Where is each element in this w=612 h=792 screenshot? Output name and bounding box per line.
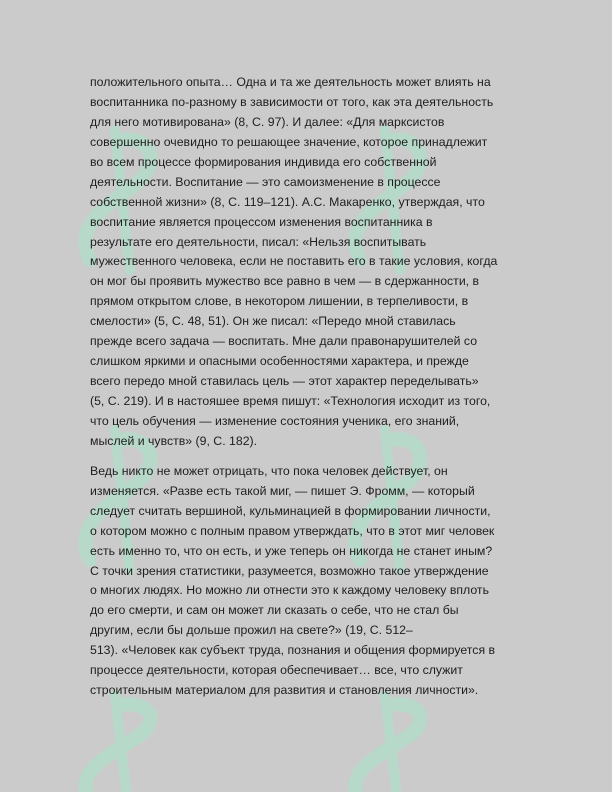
text-line: процессе деятельности, которая обеспечивает… все, что служит	[90, 663, 463, 678]
text-line: результате его деятельности, писал: «Нельзя воспитывать	[90, 234, 427, 249]
paragraph-1	[90, 73, 530, 452]
text-line: совершенно очевидно то решающее значение, которое принадлежит	[90, 134, 488, 149]
text-line: о котором можно с полным правом утверждать, что в этот миг человек	[90, 523, 495, 538]
text-line: слишком яркими и опасными особенностями характера, и прежде	[90, 354, 469, 369]
text-line: до его смерти, и сам он может ли сказать о себе, что не стал бы	[90, 603, 459, 618]
text-line: воспитанника по-разному в зависимости от того, как эта деятельность	[90, 94, 494, 109]
text-line: о многих людях. Но можно ли отнести это к каждому человеку вплоть	[90, 583, 489, 598]
text-line: деятельности. Воспитание — это самоизменение в процессе	[90, 174, 441, 189]
text-line: следует считать вершиной, кульминацией в формировании личности,	[90, 503, 491, 518]
text-line: что цель обучения — изменение состояния ученика, его знаний,	[90, 413, 460, 428]
text-line: он мог бы проявить мужество все равно в чем — в сдержанности, в	[90, 274, 480, 289]
text-line: прямом открытом слове, в некотором лишении, в терпеливости, в	[90, 294, 469, 309]
paragraph-spacer	[90, 452, 530, 462]
text-line: С точки зрения статистики, разумеется, возможно такое утверждение	[90, 563, 489, 578]
text-line: смелости» (5, С. 48, 51). Он же писал: «Передо мной ставилась	[90, 314, 456, 329]
text-line: всего передо мной ставилась цель — этот характер переделывать»	[90, 374, 479, 389]
text-line: (5, С. 219). И в настояшее время пишут: «Технология исходит из того,	[90, 394, 491, 408]
text-line: строительным материалом для развития и становления личности».	[90, 683, 479, 698]
body-text	[90, 73, 530, 701]
text-line: Ведь никто не может отрицать, что пока человек действует, он	[90, 463, 448, 478]
text-line: собственной жизни» (8, С. 119–121). А.С. Макаренко, утверждая, что	[90, 194, 485, 209]
text-line: изменяется. «Разве есть такой миг, — пишет Э. Фромм, — который	[90, 483, 475, 498]
text-line: прежде всего задача — воспитать. Мне дали правонарушителей со	[90, 334, 478, 349]
paragraph-2	[90, 462, 530, 701]
text-line: положительного опыта… Одна и та же деятельность может влиять на	[90, 75, 491, 89]
text-line: во всем процессе формирования индивида его собственной	[90, 154, 437, 169]
text-line: другим, если бы дольше прожил на свете?» (19, С. 512–	[90, 623, 413, 638]
text-line: мыслей и чувств» (9, С. 182).	[90, 433, 258, 448]
text-line: воспитание является процессом изменения воспитанника в	[90, 214, 433, 229]
text-line: мужественного человека, если не поставить его в такие условия, когда	[90, 254, 498, 269]
text-line: есть именно то, что он есть, и уже теперь он никогда не станет иным?	[90, 543, 493, 558]
text-line: для него мотивирована» (8, С. 97). И далее: «Для марксистов	[90, 114, 445, 129]
text-line: 513). «Человек как субъект труда, познания и общения формируется в	[90, 643, 496, 658]
